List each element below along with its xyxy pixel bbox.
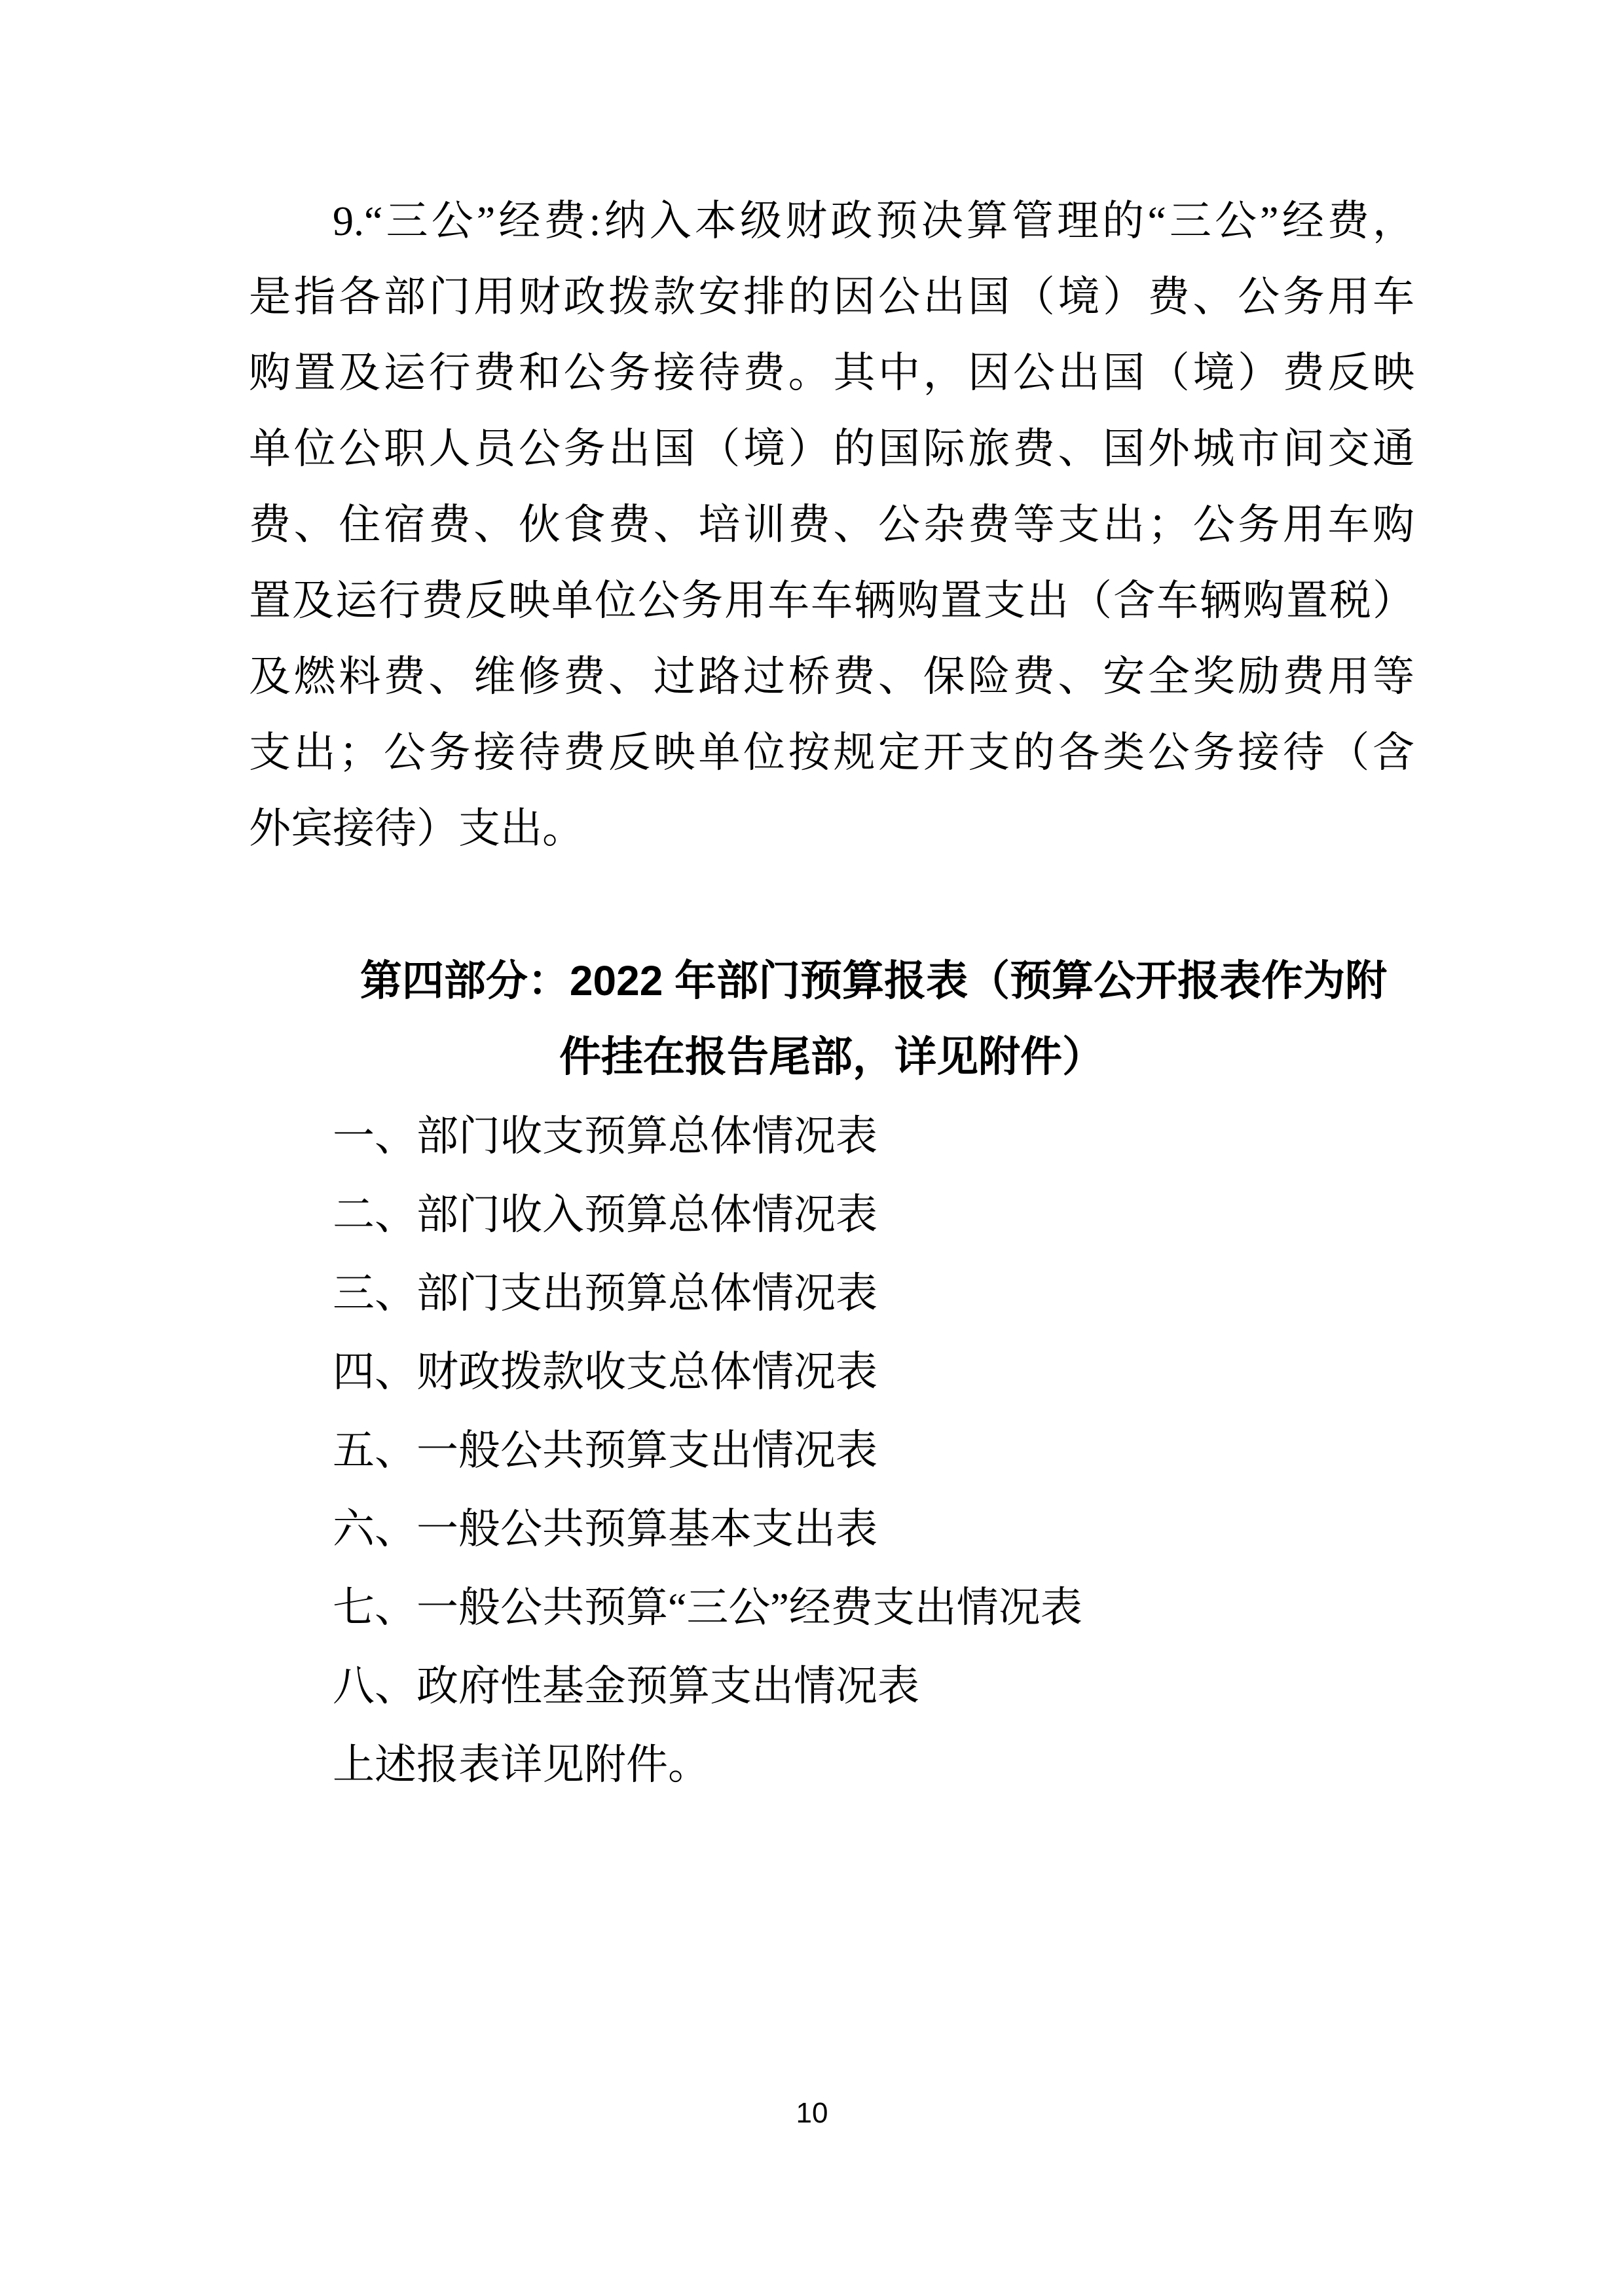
paragraph-line: 9.“三公”经费:纳入本级财政预决算管理的“三公”经费， (333, 198, 1414, 244)
paragraph-line: 及燃料费、维修费、过路过桥费、保险费、安全奖励费用等 (249, 653, 1414, 700)
section-heading-line: 第四部分：2022 年部门预算报表（预算公开报表作为附 (360, 957, 1388, 1004)
paragraph-line: 费、住宿费、伙食费、培训费、公杂费等支出；公务用车购 (249, 501, 1414, 548)
list-item: 二、部门收入预算总体情况表 (333, 1192, 877, 1238)
paragraph-line: 支出；公务接待费反映单位按规定开支的各类公务接待（含 (249, 729, 1414, 776)
page-number: 10 (796, 2097, 828, 2129)
paragraph-line: 外宾接待）支出。 (249, 805, 584, 852)
list-item: 五、一般公共预算支出情况表 (333, 1427, 877, 1474)
paragraph-line: 是指各部门用财政拨款安排的因公出国（境）费、公务用车 (249, 274, 1414, 320)
paragraph-line: 购置及运行费和公务接待费。其中，因公出国（境）费反映 (249, 350, 1414, 396)
list-item: 七、一般公共预算“三公”经费支出情况表 (333, 1584, 1082, 1631)
section-heading (249, 943, 1414, 1095)
list-item: 四、财政拨款收支总体情况表 (333, 1349, 877, 1395)
list-item: 三、部门支出预算总体情况表 (333, 1270, 877, 1317)
list-closing-note: 上述报表详见附件。 (333, 1741, 710, 1788)
paragraph-line: 置及运行费反映单位公务用车车辆购置支出（含车辆购置税） (249, 577, 1414, 624)
section-heading-line: 件挂在报告尾部，详见附件） (559, 1033, 1104, 1080)
report-table-list (249, 1097, 1414, 1804)
definition-paragraph (249, 183, 1414, 867)
paragraph-line: 单位公职人员公务出国（境）的国际旅费、国外城市间交通 (249, 426, 1414, 472)
list-item: 八、政府性基金预算支出情况表 (333, 1663, 919, 1709)
list-item: 六、一般公共预算基本支出表 (333, 1506, 877, 1552)
list-item: 一、部门收支预算总体情况表 (333, 1113, 877, 1159)
